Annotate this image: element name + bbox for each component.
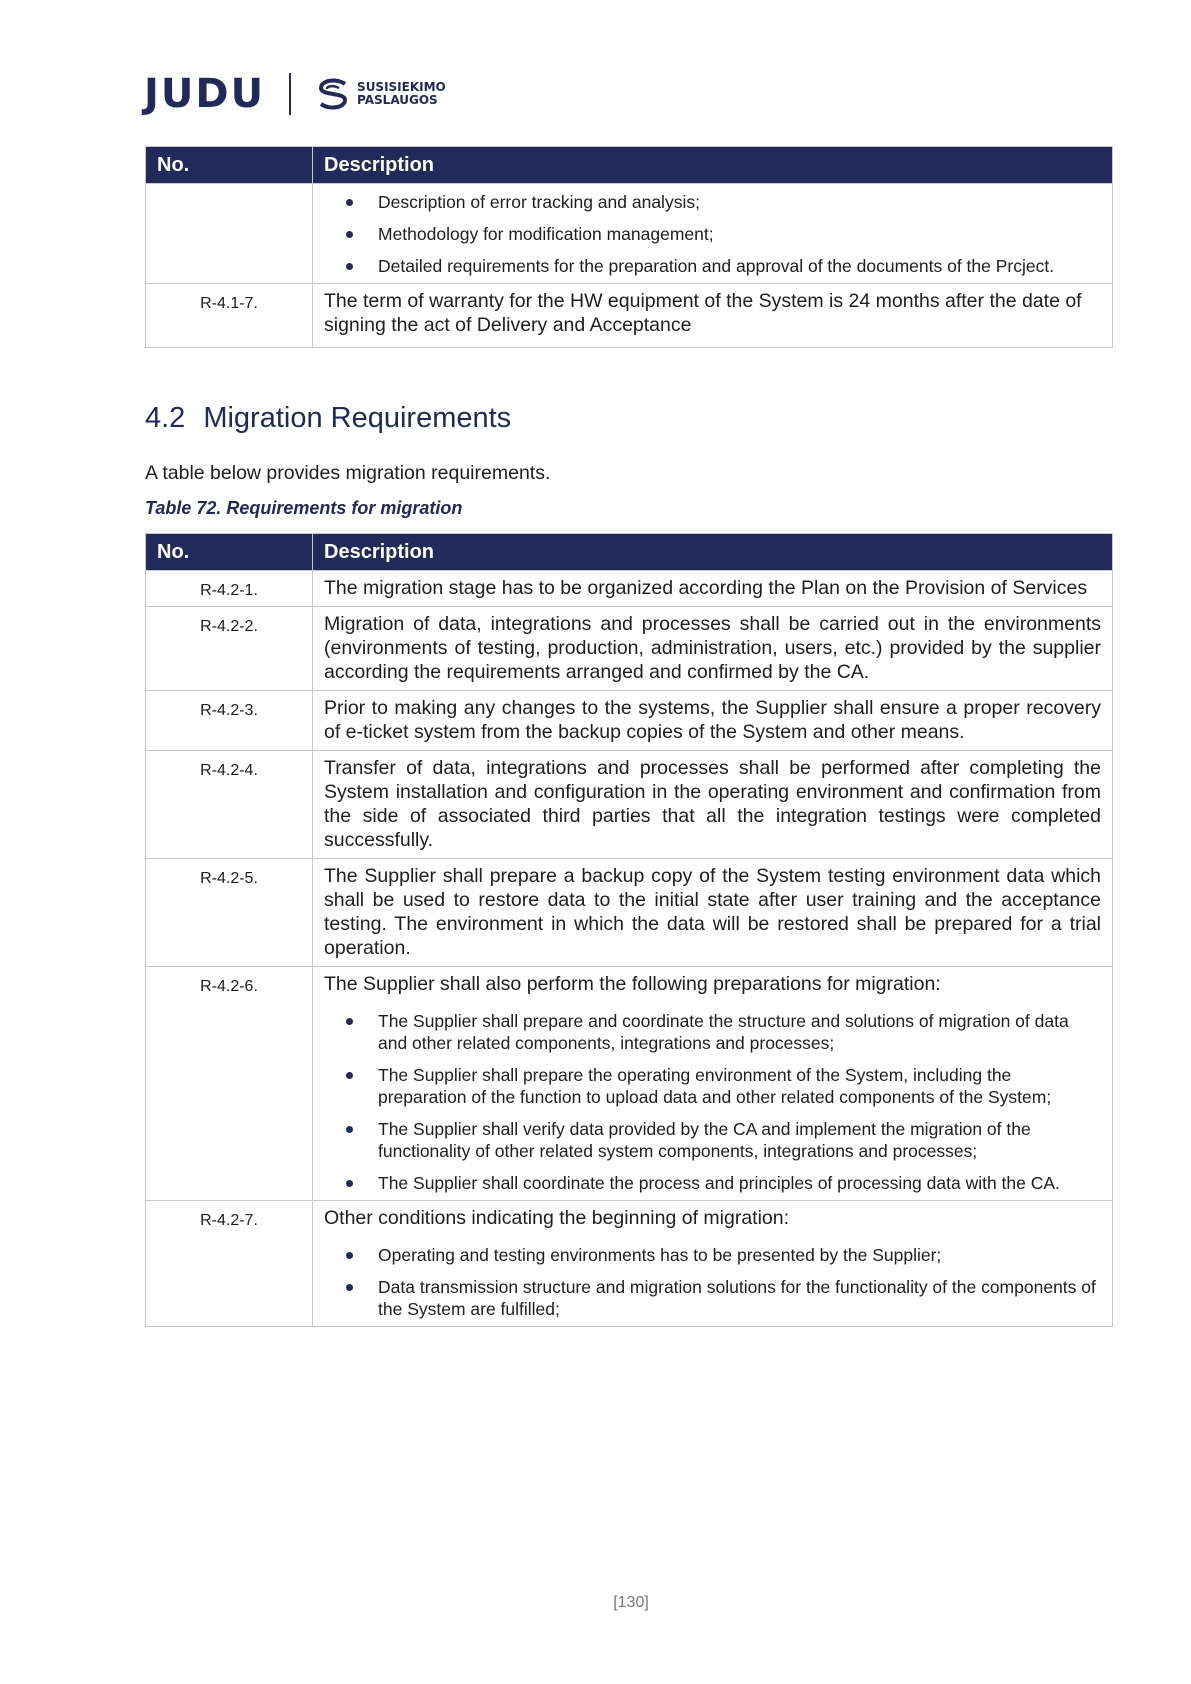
row-number: R-4.2-5. [146,859,313,967]
list-item: Detailed requirements for the preparation and approval of the documents of the Prcject. [324,255,1101,277]
page-number: [130] [613,1594,649,1611]
intro-paragraph: A table below provides migration requirements. [145,462,551,484]
bullet-list [324,191,1101,277]
row-description: The migration stage has to be organized according the Plan on the Provision of Services [313,571,1113,607]
list-item: Methodology for modification management; [324,223,1101,245]
table-caption: Table 72. Requirements for migration [145,498,463,518]
section-heading [145,402,511,435]
row-number: R-4.2-3. [146,691,313,751]
row-number: R-4.2-6. [146,967,313,1201]
bullet-list [324,1244,1101,1320]
row-description: The term of warranty for the HW equipment of the System is 24 months after the date of signing the act of Delivery and Acceptance [313,284,1113,348]
table-row [146,967,1113,1201]
row-description: Prior to making any changes to the systems, the Supplier shall ensure a proper recovery of e-ticket system from the backup copies of the System and other means. [313,691,1113,751]
logo-divider [289,73,291,115]
list-item: Description of error tracking and analysis; [324,191,1101,213]
section-number: 4.2 [145,402,186,434]
column-header-description: Description [313,147,1113,184]
row-description [313,1201,1113,1327]
row-number: R-4.1-7. [146,284,313,348]
row-number: R-4.2-2. [146,607,313,691]
table-row [146,859,1113,967]
row-description [313,967,1113,1201]
list-item: Data transmission structure and migration solutions for the functionality of the components of the System are fulfilled; [324,1276,1101,1320]
row-description: Transfer of data, integrations and processes shall be performed after completing the System installation and configuration in the operating environment and confirmation from the side of associated third parties that all the integration testings were completed successfully. [313,751,1113,859]
row-description: Migration of data, integrations and processes shall be carried out in the environments (environments of testing, production, administration, users, etc.) provided by the supplier according the requirements arranged and confirmed by the CA. [313,607,1113,691]
susisiekimo-paslaugos-logo-icon [315,76,351,112]
list-item: Operating and testing environments has to be presented by the Supplier; [324,1244,1101,1266]
row-number [146,184,313,284]
row-description [313,184,1113,284]
table-header [146,147,1113,184]
row-number: R-4.2-4. [146,751,313,859]
table-row [146,571,1113,607]
table-header [146,534,1113,571]
logo-subtitle: SUSISIEKIMO PASLAUGOS [357,80,446,107]
migration-requirements-table [145,533,1113,1327]
column-header-description: Description [313,534,1113,571]
list-item: The Supplier shall prepare the operating environment of the System, including the preparation of the function to upload data and other related components of the System; [324,1064,1101,1108]
column-header-no: No. [146,534,313,571]
table-row [146,751,1113,859]
table-continued [145,146,1113,348]
table-row [146,284,1113,348]
table-row [146,691,1113,751]
row-lead-text: Other conditions indicating the beginning of migration: [324,1207,790,1229]
header-logo [144,70,446,118]
table-row [146,184,1113,284]
list-item: The Supplier shall verify data provided by the CA and implement the migration of the functionality of other related system components, integrations and processes; [324,1118,1101,1162]
bullet-list [324,1010,1101,1194]
row-number: R-4.2-1. [146,571,313,607]
section-title: Migration Requirements [203,402,512,434]
row-number: R-4.2-7. [146,1201,313,1327]
row-lead-text: The Supplier shall also perform the following preparations for migration: [324,973,941,995]
judu-logo: JUDU [144,71,266,117]
table-row [146,1201,1113,1327]
list-item: The Supplier shall coordinate the process and principles of processing data with the CA. [324,1172,1101,1194]
table-row [146,607,1113,691]
row-description: The Supplier shall prepare a backup copy of the System testing environment data which shall be used to restore data to the initial state after user training and the acceptance testing. The environment in which the data will be restored shall be prepared for a trial operation. [313,859,1113,967]
list-item: The Supplier shall prepare and coordinate the structure and solutions of migration of data and other related components, integrations and processes; [324,1010,1101,1054]
column-header-no: No. [146,147,313,184]
